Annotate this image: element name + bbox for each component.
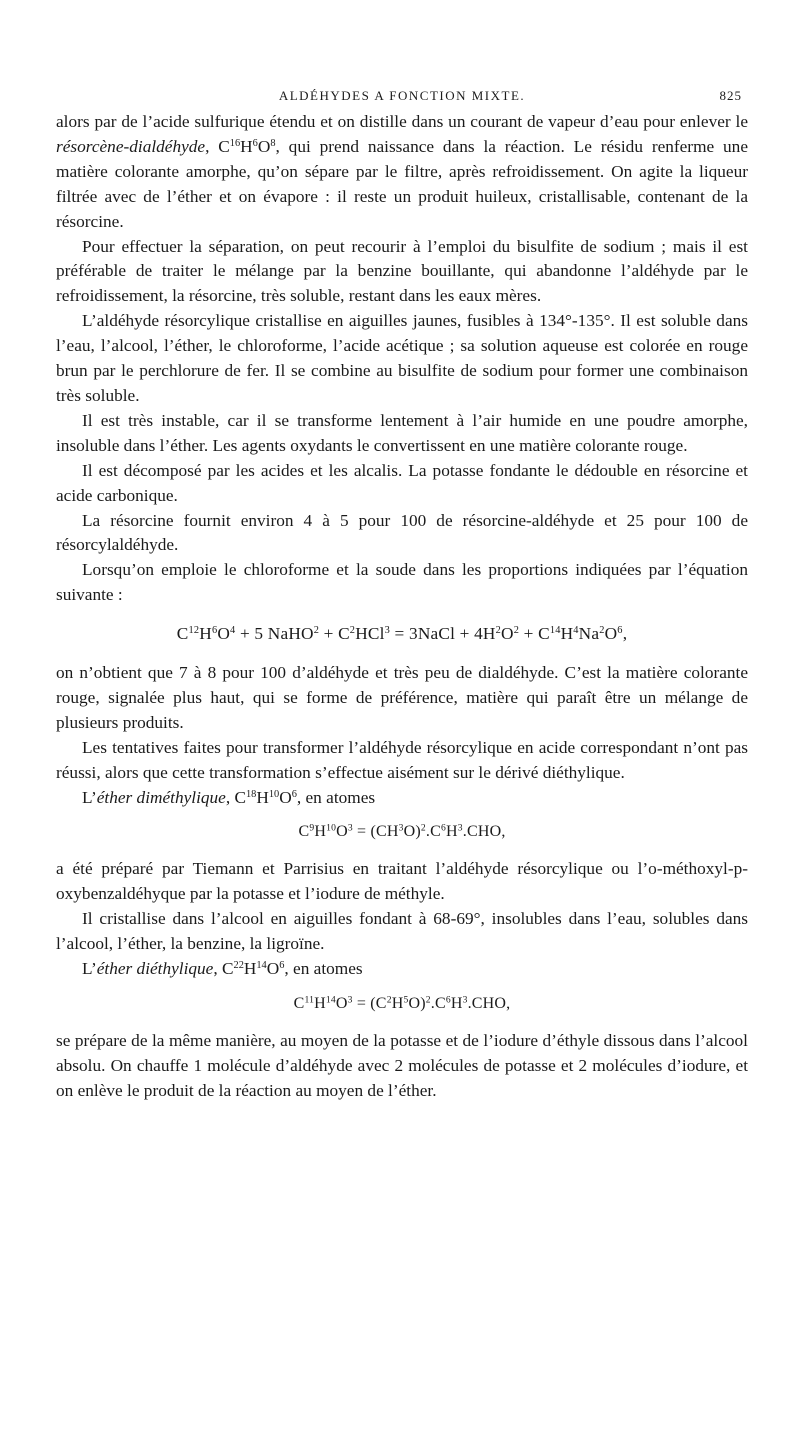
paragraph: Il cristallise dans l’alcool en aiguilles fondant à 68-69°, insolubles dans l’eau, solubles dans l’alcool, l’éther, la benzine, la ligroïne. [56, 909, 748, 954]
paragraph: L’éther diéthylique, $C^{22}H^{14}O^6$, en atomes [82, 959, 363, 978]
paragraph: Il est très instable, car il se transforme lentement à l’air humide en une poudre amorphe, insoluble dans l’éther. Les agents oxydants le convertissent en une matière colorante rouge. [56, 410, 748, 455]
paragraph: Il est décomposé par les acides et les alcalis. La potasse fondante le dédouble en résorcine et acide carbonique. [56, 460, 748, 505]
paragraph: on n’obtient que 7 à 8 pour 100 d’aldéhyde et très peu de dialdéhyde. C’est la matière colorante rouge, signalée plus haut, qui se forme de préférence, matière qui paraît être un mélange de plusieurs produits. [56, 663, 748, 732]
chemical-formula: $C^9H^{10}O^3 = (CH^3O)^2.C^6H^3.CHO$, [298, 822, 506, 841]
paragraph: se prépare de la même manière, au moyen de la potasse et de l’iodure d’éthyle dissous dans l’alcool absolu. On chauffe 1 molécule d’aldéhyde avec 2 molécules de potasse et 2 molécules d’iodure, et on enlève le produit de la réaction au moyen de l’éther. [56, 1030, 748, 1100]
paragraph: a été préparé par Tiemann et Parrisius en traitant l’aldéhyde résorcylique ou l’o-méthoxyl-p-oxybenzaldéhyque par la potasse et l’iodure de méthyle. [56, 859, 748, 904]
paragraph: L’aldéhyde résorcylique cristallise en aiguilles jaunes, fusibles à 134°-135°. Il est soluble dans l’eau, l’alcool, l’éther, le chloroforme, l’acide acétique ; sa solution aqueuse est colorée en rouge brun par le perchlorure de fer. Il se combine au bisulfite de sodium pour former une combinaison très soluble. [56, 311, 748, 405]
paragraph: L’éther diméthylique, $C^{18}H^{10}O^6$, en atomes [82, 787, 376, 807]
chemical-formula: $C^{11}H^{14}O^3 = (C^2H^5O)^2.C^6H^3.CHO$, [293, 994, 511, 1012]
paragraph: Lorsqu’on emploie le chloroforme et la soude dans les proportions indiquées par l’équation suivante : [56, 560, 748, 605]
paragraph: alors par de l’acide sulfurique étendu et on distille dans un courant de vapeur d’eau pour enlever le résorcène-dialdéhyde, $C^{16}H^6O^8$, qui prend naissance dans la réaction. Le résidu renferme une matière colorante amorphe, qu’on sépare par le filtre, après refroidissement. On agite la liqueur filtrée avec de l’éther et on évapore : il reste un produit huileux, cristallisable, contenant de la résorcine. [56, 112, 748, 231]
page-number: 825 [719, 88, 742, 103]
chemical-formula: $C^{12}H^6O^4 + 5$ NaHO$^2$ + $C^2HCl^3$ = 3NaCl + $4H^2O^2 + C^{14}H^4Na^2O^6$, [176, 624, 628, 644]
running-header [56, 80, 748, 110]
paragraph: Les tentatives faites pour transformer l’aldéhyde résorcylique en acide correspondant n’ont pas réussi, alors que cette transformation s’effectue aisément sur le dérivé diéthylique. [56, 737, 748, 782]
running-title: ALDÉHYDES A FONCTION MIXTE. [278, 88, 526, 103]
paragraph: La résorcine fournit environ 4 à 5 pour 100 de résorcine-aldéhyde et 25 pour 100 de résorcylaldéhyde. [56, 510, 748, 555]
body-text [56, 110, 748, 1104]
paragraph: Pour effectuer la séparation, on peut recourir à l’emploi du bisulfite de sodium ; mais il est préférable de traiter le mélange par la benzine bouillante, qui abandonne l’aldéhyde par le refroidissement, la résorcine, très soluble, restant dans les eaux mères. [56, 236, 748, 306]
document-page [0, 80, 800, 1442]
